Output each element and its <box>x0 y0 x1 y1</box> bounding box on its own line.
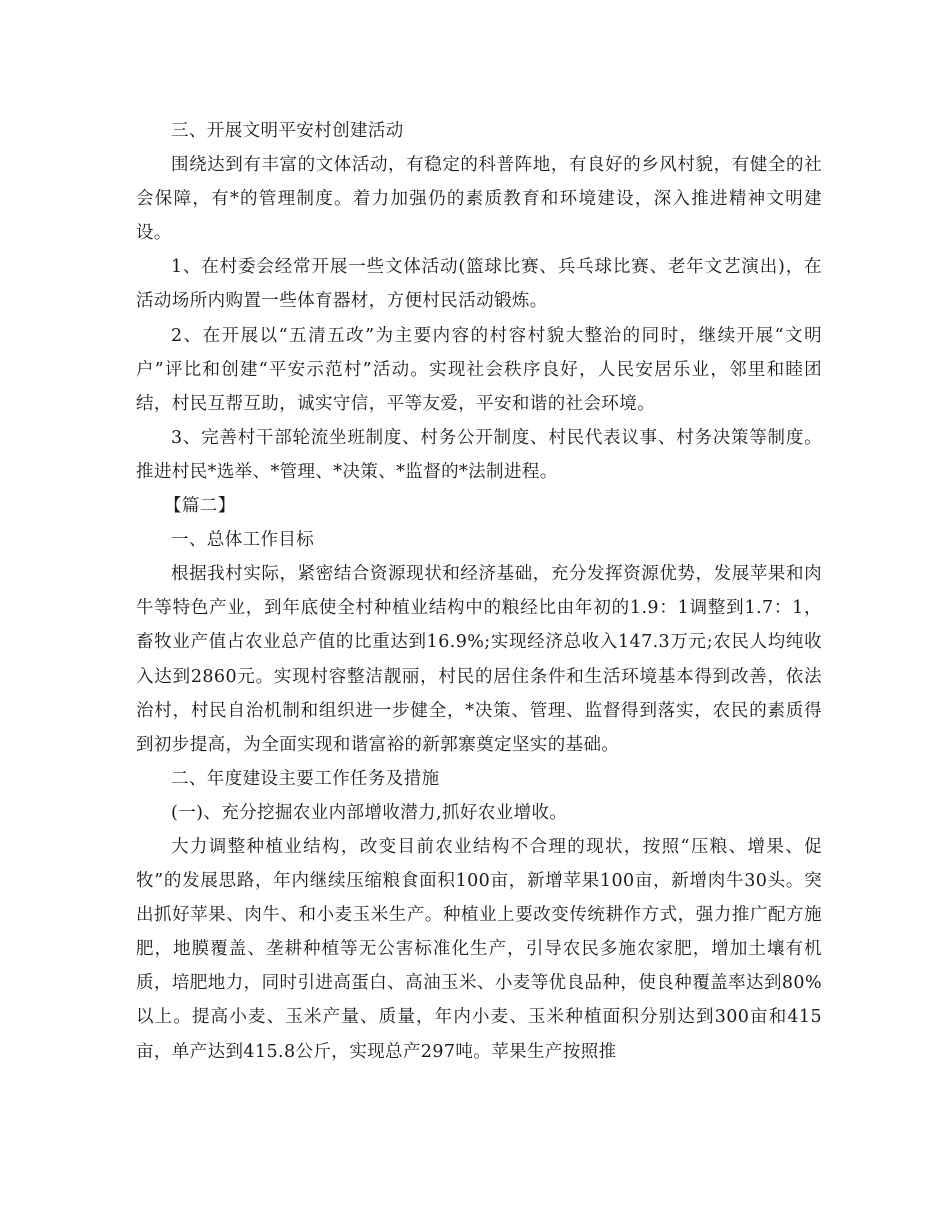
body-paragraph: 围绕达到有丰富的文体活动，有稳定的科普阵地，有良好的乡风村貌，有健全的社会保障，有*的管理制度。着力加强仍的素质教育和环境建设，深入推进精神文明建设。 <box>136 155 822 244</box>
section-heading-two: 二、年度建设主要工作任务及措施 <box>171 768 440 789</box>
list-item-one: 1、在村委会经常开展一些文体活动(篮球比赛、兵乓球比赛、老年文艺演出)，在活动场所内购置一些体育器材，方便村民活动锻炼。 <box>136 257 822 312</box>
document-body <box>136 114 822 1069</box>
body-paragraph: 大力调整种植业结构，改变目前农业结构不合理的现状，按照“压粮、增果、促牧”的发展思路，年内继续压缩粮食面积100亩，新增苹果100亩，新增肉牛30头。突出抓好苹果、肉牛、和小麦玉米生产。种植业上要改变传统耕作方式，强力推广配方施肥，地膜覆盖、垄耕种植等无公害标准化生产，引导农民多施农家肥，增加土壤有机质，培肥地力，同时引进高蛋白、高油玉米、小麦等优良品种，使良种覆盖率达到80%以上。提高小麦、玉米产量、质量，年内小麦、玉米种植面积分别达到300亩和415亩，单产达到415.8公斤，实现总产297吨。苹果生产按照推 <box>136 836 822 1062</box>
subsection-heading: (一)、充分挖掘农业内部增收潜力,抓好农业增收。 <box>171 802 568 823</box>
body-paragraph: 根据我村实际，紧密结合资源现状和经济基础，充分发挥资源优势，发展苹果和肉牛等特色产业，到年底使全村种植业结构中的粮经比由年初的1.9：1调整到1.7：1，畜牧业产值占农业总产值的比重达到16.9%;实现经济总收入147.3万元;农民人均纯收入达到2860元。实现村容整洁靓丽，村民的居住条件和生活环境基本得到改善，依法治村，村民自治机制和组织进一步健全，*决策、管理、监督得到落实，农民的素质得到初步提高，为全面实现和谐富裕的新郭寨奠定坚实的基础。 <box>136 564 822 755</box>
list-item-three: 3、完善村干部轮流坐班制度、村务公开制度、村民代表议事、村务决策等制度。推进村民*选举、*管理、*决策、*监督的*法制进程。 <box>136 427 822 482</box>
section-heading-three: 三、开展文明平安村创建活动 <box>171 121 404 141</box>
part-heading: 【篇二】 <box>164 496 236 517</box>
list-item-two: 2、在开展以“五清五改”为主要内容的村容村貌大整治的同时，继续开展“文明户”评比和创建“平安示范村”活动。实现社会秩序良好，人民安居乐业，邻里和睦团结，村民互帮互助，诚实守信，平等友爱，平安和谐的社会环境。 <box>136 325 822 414</box>
section-heading-one: 一、总体工作目标 <box>171 530 315 551</box>
